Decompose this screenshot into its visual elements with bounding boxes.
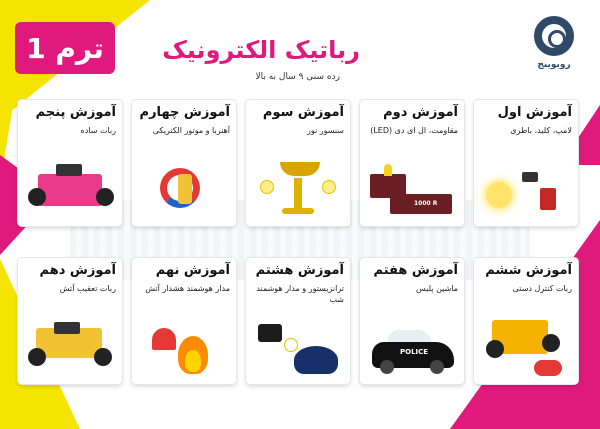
- remote-robot-illustration: [482, 316, 570, 378]
- magnet-motor-illustration: [140, 158, 228, 220]
- wheel-icon: [28, 348, 46, 366]
- bell-icon: [152, 328, 176, 350]
- lesson-title: آموزش هفتم: [373, 263, 458, 278]
- wheel-icon: [94, 348, 112, 366]
- gear-icon: [534, 16, 574, 56]
- lesson-title: آموزش دوم: [383, 105, 458, 120]
- police-car-illustration: [368, 316, 456, 378]
- sensor-dish-icon: [280, 162, 320, 176]
- lesson-desc: مدار هوشمند هشدار آتش: [145, 284, 230, 293]
- lesson-desc: آهنربا و موتور الکتریکی: [152, 126, 230, 135]
- lesson-title: آموزش دهم: [39, 263, 116, 278]
- lesson-card-9[interactable]: [132, 258, 236, 384]
- led-icon: [384, 164, 392, 176]
- lesson-desc: ماشین پلیس: [416, 284, 458, 293]
- wheel-icon: [96, 188, 114, 206]
- battery-pack-icon: [54, 322, 80, 334]
- gamepad-icon: [534, 360, 562, 376]
- wheel-icon: [542, 334, 560, 352]
- lesson-card-8[interactable]: [246, 258, 350, 384]
- bulb-battery-illustration: [482, 158, 570, 220]
- wheel-icon: [28, 188, 46, 206]
- lesson-title: آموزش پنجم: [35, 105, 116, 120]
- lesson-desc: سنسور نور: [306, 126, 344, 135]
- wheel-icon: [486, 340, 504, 358]
- lesson-card-4[interactable]: [132, 100, 236, 226]
- fire-following-robot-illustration: [26, 316, 114, 378]
- lesson-desc: ترانزیستور و مدار هوشمند شب: [256, 284, 344, 304]
- lamp-icon: [284, 338, 298, 352]
- fire-alarm-illustration: [140, 316, 228, 378]
- lesson-card-10[interactable]: [18, 258, 122, 384]
- night-sky-icon: [294, 346, 338, 374]
- wheel-icon: [380, 360, 394, 374]
- motor-coil-icon: [178, 174, 192, 204]
- bulb-icon: [486, 182, 512, 208]
- lesson-card-3[interactable]: [246, 100, 350, 226]
- lesson-title: آموزش سوم: [262, 105, 344, 120]
- logo-text: روبوینج: [537, 60, 571, 70]
- lesson-title: آموزش هشتم: [255, 263, 344, 278]
- sensor-stand: [294, 178, 302, 212]
- police-label: POLICE: [400, 348, 429, 356]
- brand-logo: [526, 16, 582, 78]
- lesson-card-2[interactable]: [360, 100, 464, 226]
- transistor-night-illustration: [254, 316, 342, 378]
- lesson-title: آموزش چهارم: [139, 105, 230, 120]
- lesson-card-5[interactable]: [18, 100, 122, 226]
- term-badge: ترم 1: [15, 22, 115, 74]
- lesson-card-1[interactable]: [474, 100, 578, 226]
- wheel-icon: [430, 360, 444, 374]
- lesson-desc: ربات تعقیب آتش: [59, 284, 116, 293]
- lesson-desc: ربات کنترل دستی: [512, 284, 572, 293]
- robot-chassis: [38, 174, 102, 206]
- switch-icon: [522, 172, 538, 182]
- lesson-card-7[interactable]: [360, 258, 464, 384]
- lesson-title: آموزش اول: [497, 105, 572, 120]
- lesson-card-6[interactable]: [474, 258, 578, 384]
- light-icon: [260, 180, 274, 194]
- sensor-base: [282, 208, 314, 214]
- light-sensor-illustration: [254, 158, 342, 220]
- battery-icon: [540, 188, 556, 210]
- page-title: رباتیک الکترونیک: [162, 36, 360, 64]
- transistor-icon: [258, 324, 282, 342]
- lesson-title: آموزش ششم: [485, 263, 572, 278]
- lesson-desc: لامپ، کلید، باطری: [510, 126, 572, 135]
- simple-robot-illustration: [26, 158, 114, 220]
- resistor-label: 1000 R: [414, 200, 438, 207]
- lesson-desc: ربات ساده: [80, 126, 116, 135]
- battery-pack-icon: [56, 164, 82, 176]
- resistor-led-illustration: [368, 158, 456, 220]
- fire-inner: [185, 350, 201, 372]
- lesson-desc: مقاومت، ال ای دی (LED): [370, 126, 458, 135]
- light-icon: [322, 180, 336, 194]
- age-subtitle: رده سنی ۹ سال به بالا: [255, 72, 340, 82]
- lesson-title: آموزش نهم: [155, 263, 230, 278]
